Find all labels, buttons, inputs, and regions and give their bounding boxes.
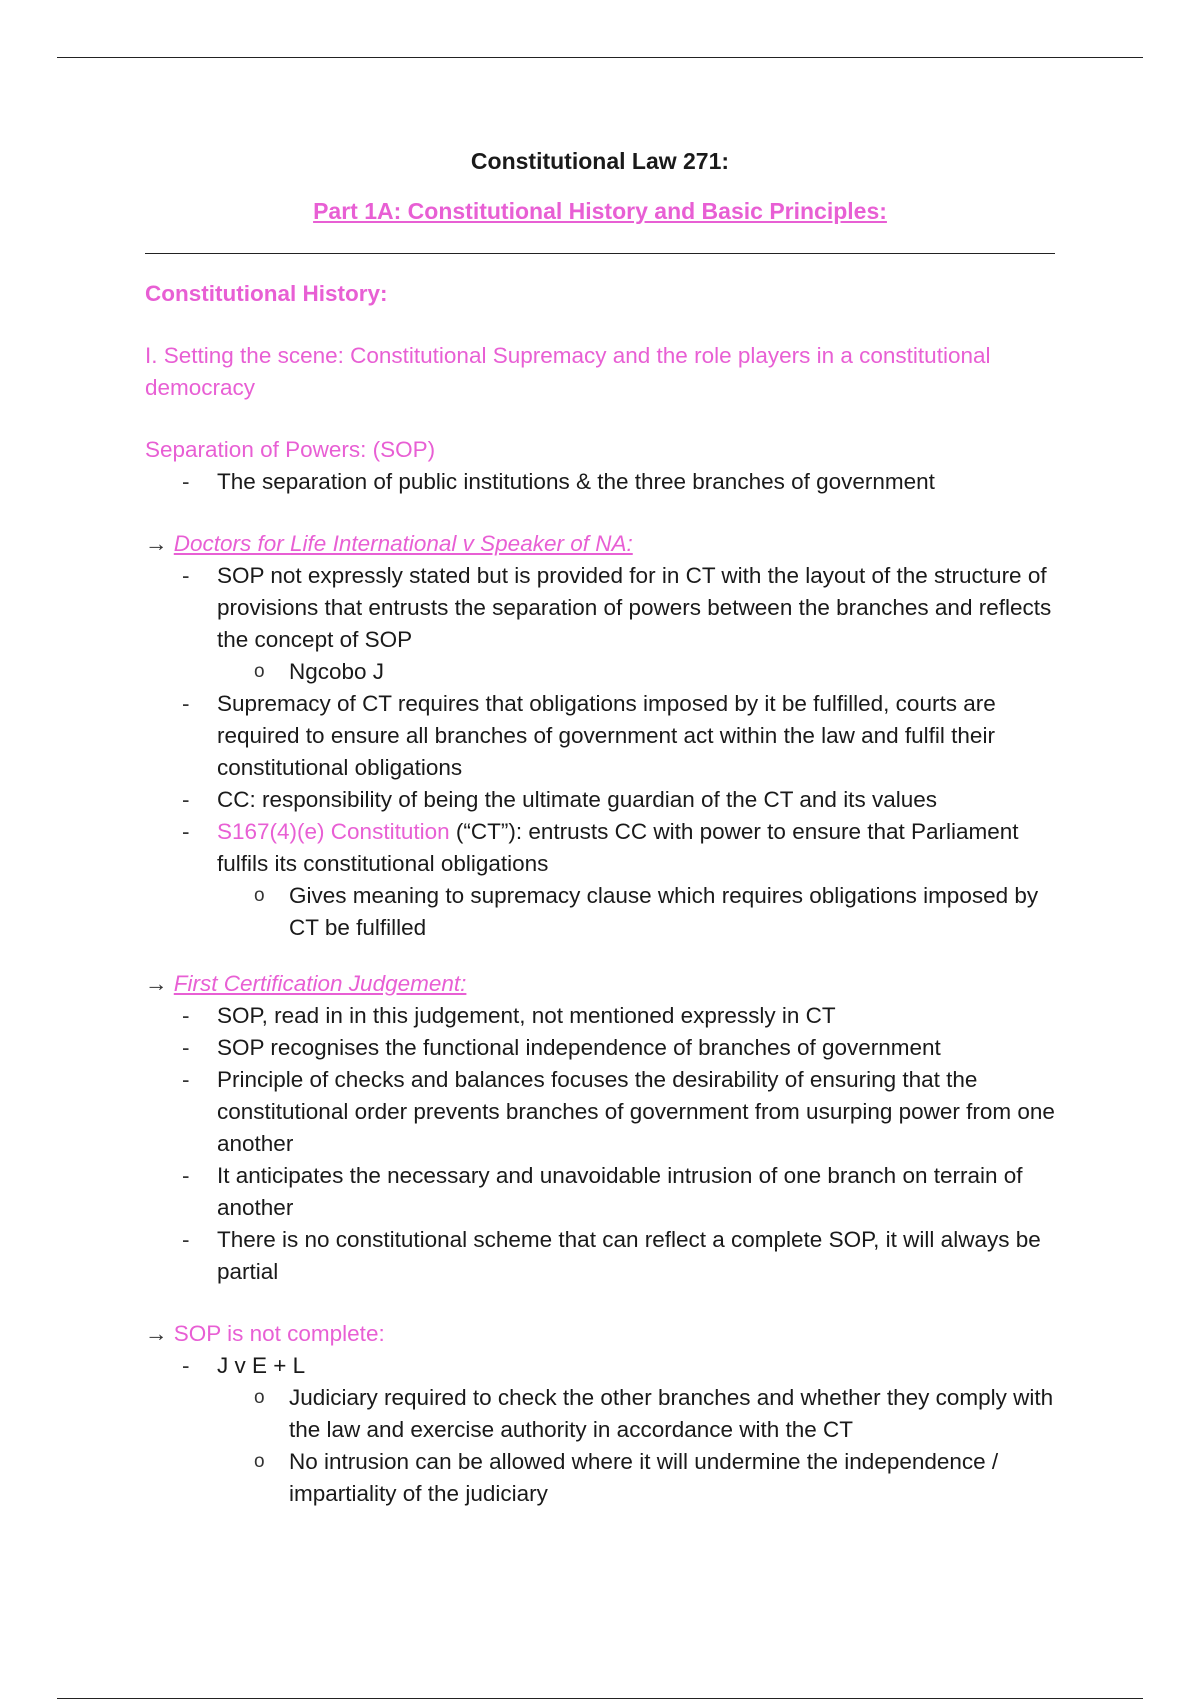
lecture-heading: I. Setting the scene: Constitutional Supremacy and the role players in a constitutional democracy [145,343,991,400]
list-item: - SOP recognises the functional independence of branches of government [145,1032,1055,1064]
first-cert-link[interactable]: First Certification Judgement: [173,971,467,996]
arrow-icon: → [145,971,168,996]
list-item: - Principle of checks and balances focuses the desirability of ensuring that the constitutional order prevents branches of government from usurping power from one another [145,1064,1055,1160]
page-top-rule [57,57,1143,58]
list-item [145,560,1055,688]
doctors-case-heading [145,528,1055,560]
section-heading: Constitutional History: [145,281,388,306]
arrow-icon: → [145,1321,168,1346]
doctors-case-section [145,528,1055,944]
sub-list [145,880,1055,944]
list-item: - Supremacy of CT requires that obligations imposed by it be fulfilled, courts are required to ensure all branches of government act within the law and fulfil their constitutional obligations [145,688,1055,784]
list-item [145,816,1055,944]
list-item: - It anticipates the necessary and unavoidable intrusion of one branch on terrain of another [145,1160,1055,1224]
document-title: Constitutional Law 271: [470,148,730,174]
list-item: - The separation of public institutions & the three branches of government [145,466,1055,498]
list-item-text: (“CT”): entrusts CC with power to ensure that Parliament fulfils its constitutional obligations [217,819,1019,876]
sop-heading: Separation of Powers: (SOP) [145,437,436,462]
list-item [145,1350,1055,1510]
sub-list-item: o Gives meaning to supremacy clause which requires obligations imposed by CT be fulfilled [145,880,1055,944]
document-body [145,145,1055,1510]
sub-list [145,656,1055,688]
page-bottom-rule [57,1698,1143,1699]
sop-list [145,466,1055,498]
arrow-icon: → [145,531,168,556]
sop-not-complete-list [145,1350,1055,1510]
sop-not-complete-heading [145,1318,1055,1350]
sop-section [145,434,1055,498]
sop-not-complete-title: SOP is not complete: [173,1321,385,1346]
sub-list-item: o Ngcobo J [145,656,1055,688]
title-divider [145,253,1055,254]
first-cert-list [145,1000,1055,1288]
sub-list [145,1382,1055,1510]
doctors-case-link[interactable]: Doctors for Life International v Speaker of NA: [173,531,633,556]
section-reference: S167(4)(e) Constitution [217,819,450,844]
list-item-text: SOP not expressly stated but is provided for in CT with the layout of the structure of provisions that entrusts the separation of powers between the branches and reflects the concept of SOP [217,563,1052,652]
list-item: - There is no constitutional scheme that can reflect a complete SOP, it will always be partial [145,1224,1055,1288]
list-item: - SOP, read in in this judgement, not mentioned expressly in CT [145,1000,1055,1032]
document-subtitle: Part 1A: Constitutional History and Basic Principles: [313,198,887,224]
first-cert-heading [145,968,1055,1000]
first-cert-section [145,968,1055,1288]
list-item: - CC: responsibility of being the ultimate guardian of the CT and its values [145,784,1055,816]
doctors-case-list [145,560,1055,944]
list-item-text: J v E + L [217,1353,306,1378]
sub-list-item: o Judiciary required to check the other branches and whether they comply with the law and exercise authority in accordance with the CT [145,1382,1055,1446]
sop-not-complete-section [145,1318,1055,1510]
sub-list-item: o No intrusion can be allowed where it will undermine the independence / impartiality of the judiciary [145,1446,1055,1510]
